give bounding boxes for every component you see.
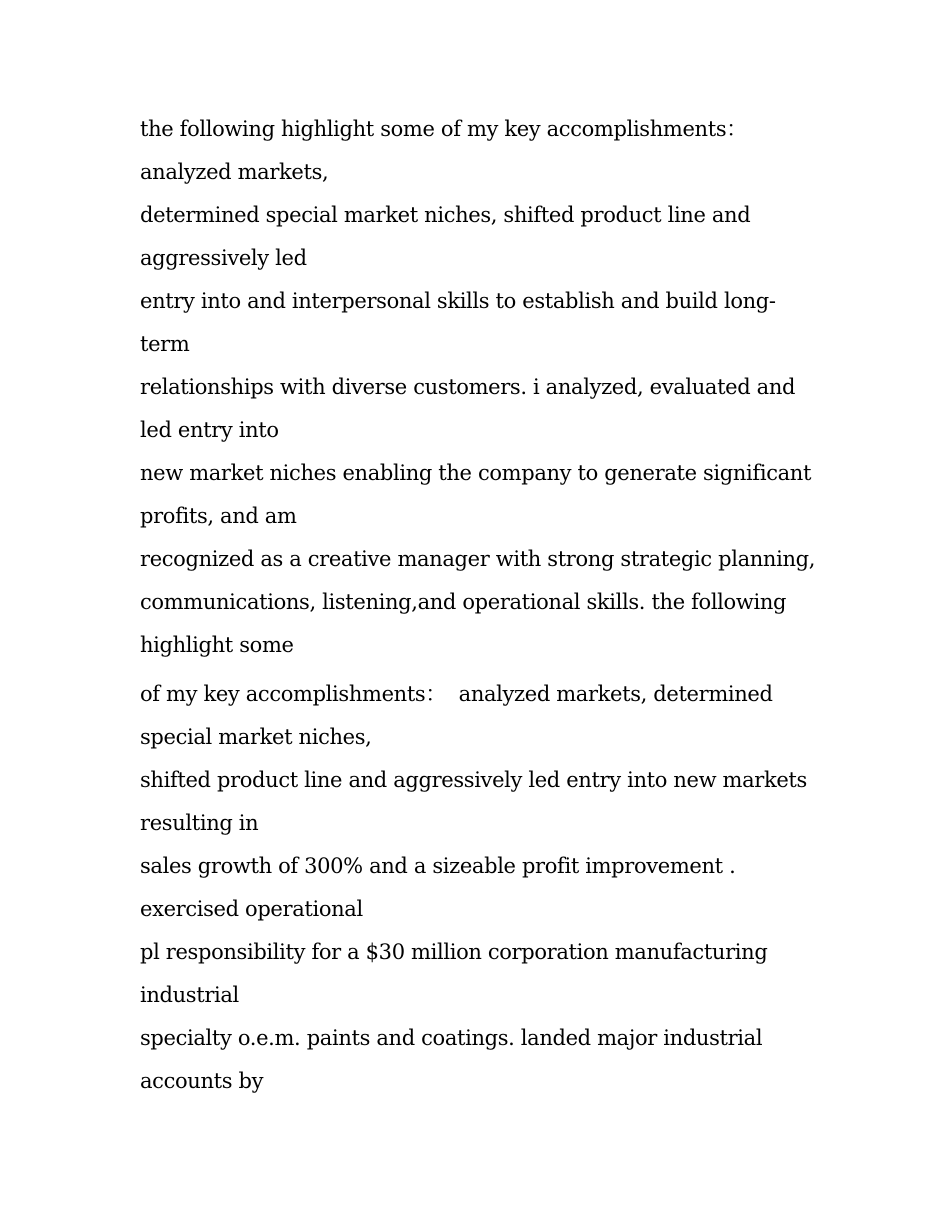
text-line: profits, and am [140,504,297,528]
text-line: relationships with diverse customers. i analyzed, evaluated and [140,375,796,399]
text-line: determined special market niches, shifted product line and [140,203,751,227]
text-line: pl responsibility for a $30 million corporation manufacturing [140,940,768,964]
text-line: sales growth of 300% and a sizeable profit improvement . [140,854,736,878]
text-line: analyzed markets, [140,160,329,184]
text-line: accounts by [140,1069,264,1093]
text-line: highlight some [140,633,294,657]
text-line: communications, listening,and operational skills. the following [140,590,787,614]
text-line: specialty o.e.m. paints and coatings. landed major industrial [140,1026,763,1050]
text-line: entry into and interpersonal skills to establish and build long- [140,289,776,313]
text-line: aggressively led [140,246,307,270]
text-line: the following highlight some of my key accomplishments： [140,117,747,141]
text-line: led entry into [140,418,279,442]
text-line: recognized as a creative manager with strong strategic planning, [140,547,816,571]
text-line: special market niches, [140,725,372,749]
text-line: shifted product line and aggressively led entry into new markets [140,768,807,792]
text-line: industrial [140,983,239,1007]
document-body [140,108,820,1103]
text-line: new market niches enabling the company to generate significant [140,461,812,485]
text-line: term [140,332,190,356]
text-line: of my key accomplishments： analyzed markets, determined [140,682,773,706]
text-line: resulting in [140,811,259,835]
text-line: exercised operational [140,897,363,921]
